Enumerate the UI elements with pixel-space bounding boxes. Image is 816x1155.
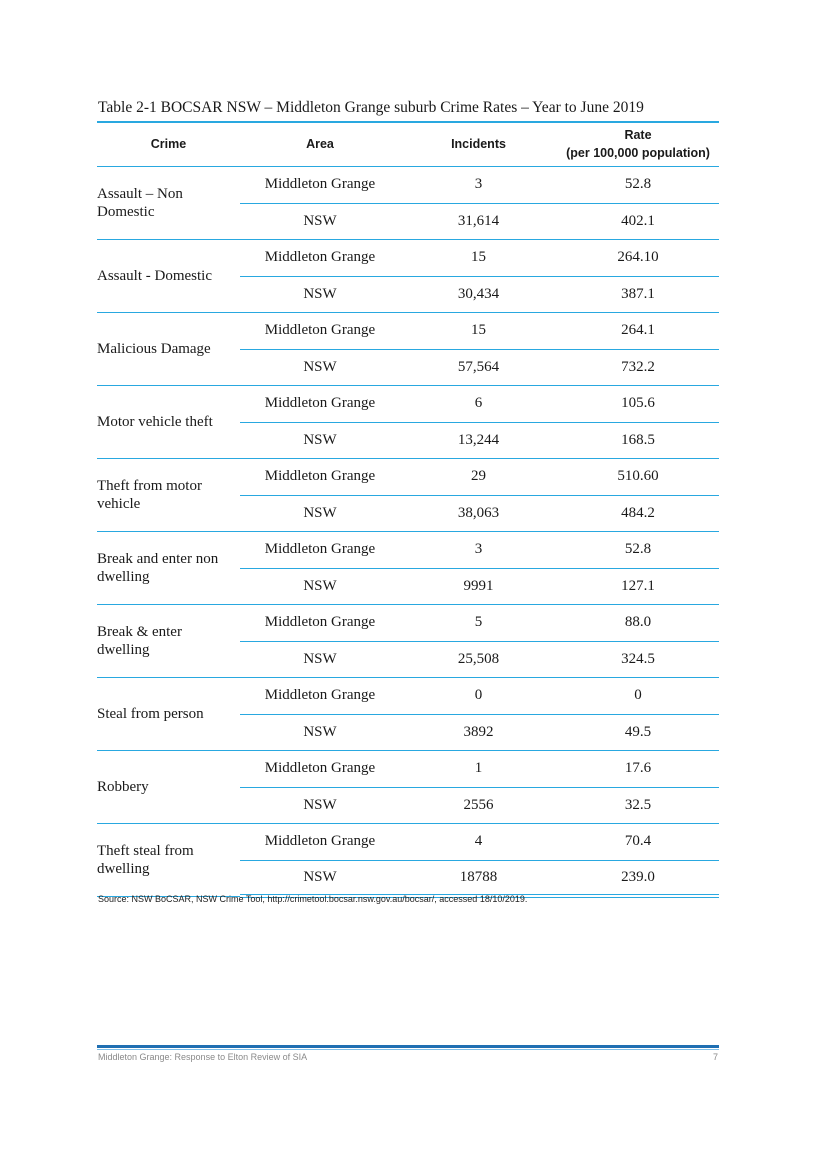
incidents-cell: 15 [400,312,557,349]
area-cell: Middleton Grange [240,677,400,714]
crime-type-cell: Steal from person [97,677,240,750]
incidents-cell: 3 [400,166,557,203]
header-incidents: Incidents [400,122,557,166]
header-crime: Crime [97,122,240,166]
table-caption: Table 2-1 BOCSAR NSW – Middleton Grange suburb Crime Rates – Year to June 2019 [98,99,644,116]
area-cell: Middleton Grange [240,823,400,860]
incidents-cell: 9991 [400,568,557,604]
rate-cell: 127.1 [557,568,719,604]
table-row [97,750,719,787]
rate-cell: 264.1 [557,312,719,349]
rate-cell: 52.8 [557,166,719,203]
incidents-cell: 57,564 [400,349,557,385]
incidents-cell: 1 [400,750,557,787]
area-cell: NSW [240,787,400,823]
area-cell: NSW [240,422,400,458]
rate-cell: 402.1 [557,203,719,239]
rate-cell: 324.5 [557,641,719,677]
area-cell: Middleton Grange [240,531,400,568]
area-cell: Middleton Grange [240,166,400,203]
rate-cell: 168.5 [557,422,719,458]
page-number: 7 [712,1052,718,1062]
incidents-cell: 15 [400,239,557,276]
incidents-cell: 38,063 [400,495,557,531]
incidents-cell: 0 [400,677,557,714]
table-row [97,385,719,422]
rate-cell: 105.6 [557,385,719,422]
source-note: Source: NSW BoCSAR, NSW Crime Tool, http://crimetool.bocsar.nsw.gov.au/bocsar/, accessed 18/10/2019. [98,894,528,904]
incidents-cell: 13,244 [400,422,557,458]
incidents-cell: 29 [400,458,557,495]
area-cell: Middleton Grange [240,750,400,787]
crime-type-cell: Malicious Damage [97,312,240,385]
rate-cell: 32.5 [557,787,719,823]
header-rate-unit: (per 100,000 population) [566,146,710,161]
rate-cell: 239.0 [557,860,719,896]
crime-type-cell: Theft from motor vehicle [97,458,240,531]
incidents-cell: 18788 [400,860,557,896]
rate-cell: 52.8 [557,531,719,568]
rate-cell: 510.60 [557,458,719,495]
area-cell: NSW [240,714,400,750]
incidents-cell: 3 [400,531,557,568]
rate-cell: 264.10 [557,239,719,276]
table-row [97,531,719,568]
footer-divider [97,1045,719,1050]
crime-type-cell: Assault – Non Domestic [97,166,240,239]
area-cell: NSW [240,349,400,385]
incidents-cell: 6 [400,385,557,422]
crime-type-cell: Theft steal from dwelling [97,823,240,896]
incidents-cell: 2556 [400,787,557,823]
area-cell: NSW [240,568,400,604]
incidents-cell: 3892 [400,714,557,750]
table-row [97,677,719,714]
table-row [97,239,719,276]
crime-rates-table [97,121,719,898]
crime-type-cell: Robbery [97,750,240,823]
crime-type-cell: Break & enter dwelling [97,604,240,677]
crime-type-cell: Assault - Domestic [97,239,240,312]
area-cell: Middleton Grange [240,604,400,641]
table-row [97,823,719,860]
rate-cell: 17.6 [557,750,719,787]
table-row [97,166,719,203]
table-body [97,166,719,896]
table-row [97,312,719,349]
rate-cell: 88.0 [557,604,719,641]
header-rate [557,122,719,166]
table-row [97,458,719,495]
rate-cell: 484.2 [557,495,719,531]
incidents-cell: 5 [400,604,557,641]
area-cell: Middleton Grange [240,312,400,349]
area-cell: Middleton Grange [240,239,400,276]
area-cell: NSW [240,860,400,896]
area-cell: NSW [240,276,400,312]
area-cell: Middleton Grange [240,385,400,422]
rate-cell: 387.1 [557,276,719,312]
crime-type-cell: Break and enter non dwelling [97,531,240,604]
crime-type-cell: Motor vehicle theft [97,385,240,458]
area-cell: Middleton Grange [240,458,400,495]
table-row [97,604,719,641]
header-area: Area [240,122,400,166]
rate-cell: 732.2 [557,349,719,385]
area-cell: NSW [240,203,400,239]
area-cell: NSW [240,495,400,531]
area-cell: NSW [240,641,400,677]
table-header-row [97,122,719,166]
incidents-cell: 25,508 [400,641,557,677]
header-rate-title: Rate [624,128,652,143]
rate-cell: 49.5 [557,714,719,750]
incidents-cell: 30,434 [400,276,557,312]
rate-cell: 0 [557,677,719,714]
incidents-cell: 4 [400,823,557,860]
incidents-cell: 31,614 [400,203,557,239]
footer-title: Middleton Grange: Response to Elton Review of SIA [98,1052,308,1062]
rate-cell: 70.4 [557,823,719,860]
